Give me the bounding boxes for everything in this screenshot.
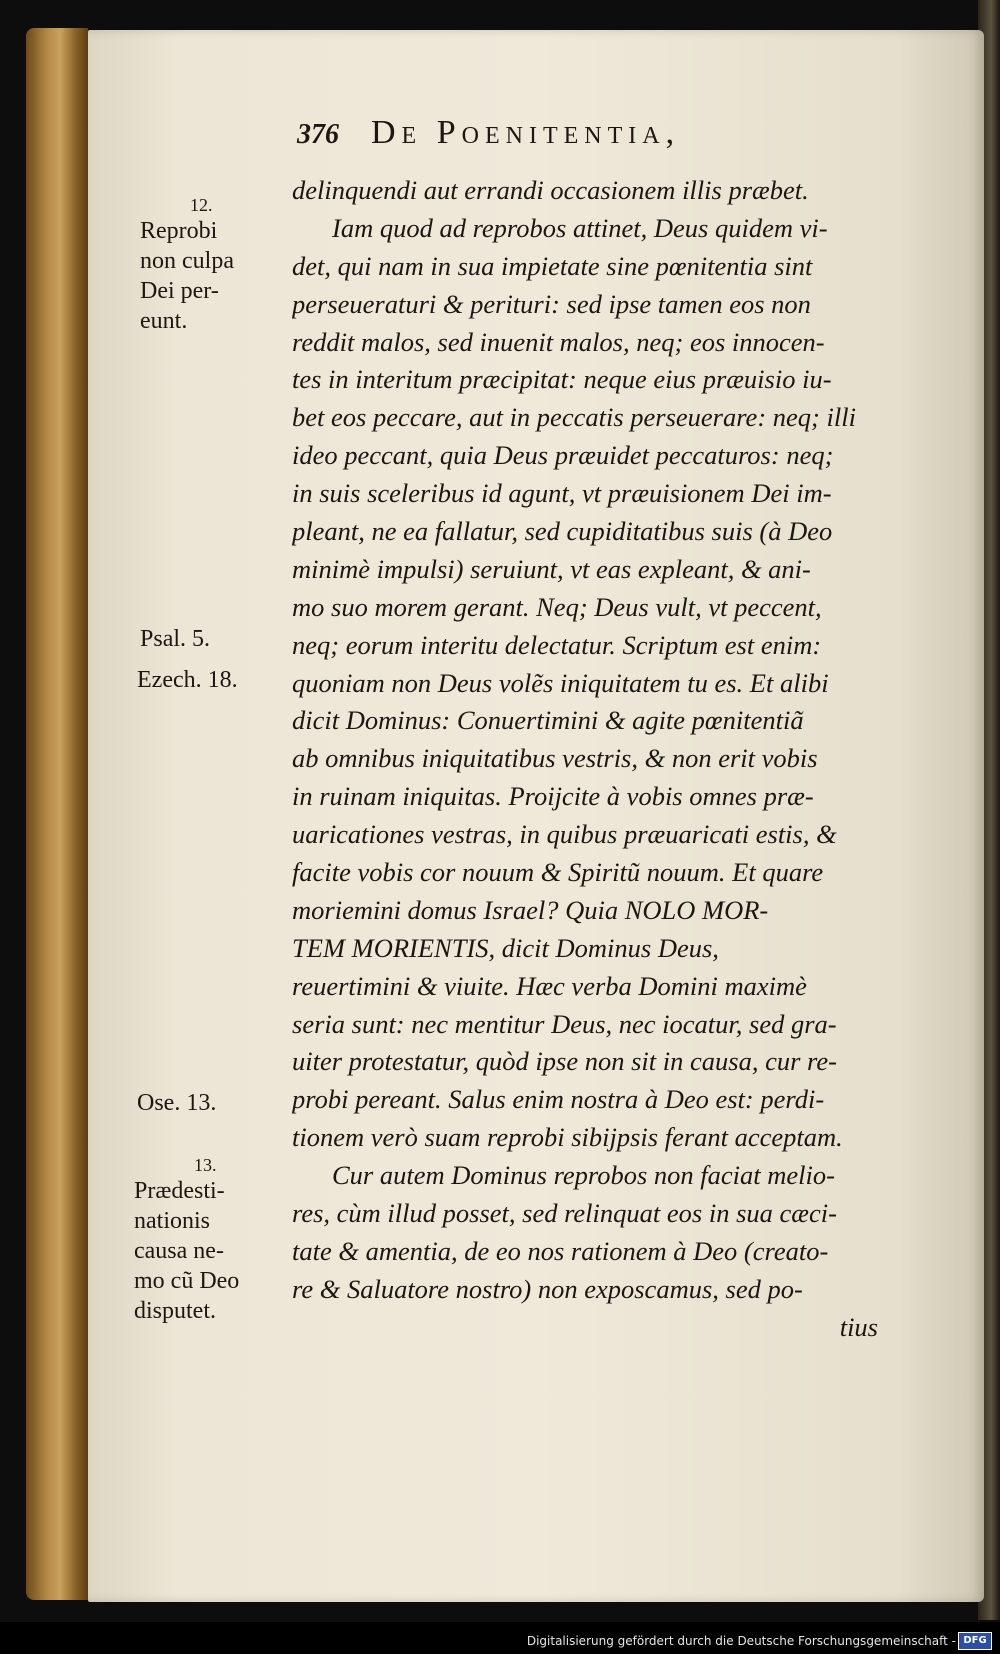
book-fore-edge	[26, 28, 88, 1600]
margin-note-line: mo cũ Deo	[134, 1268, 240, 1294]
text-line: neq; eorum interitu delectatur. Scriptum est enim:	[292, 629, 822, 660]
margin-note-line: Dei per-	[140, 278, 219, 304]
text-line: delinquendi aut errandi occasionem illis præbet.	[292, 175, 809, 205]
text-line: in suis sceleribus id agunt, vt præuisionem Dei im-	[292, 478, 832, 509]
margin-note-line: disputet.	[134, 1298, 216, 1324]
text-line: quoniam non Deus volẽs iniquitatem tu es. Et alibi	[292, 667, 829, 698]
text-line: facite vobis cor nouum & Spiritũ nouum. Et quare	[292, 857, 824, 888]
margin-note-line: Prædesti-	[134, 1178, 225, 1204]
text-line: reuertimini & viuite. Hæc verba Domini maximè	[292, 970, 807, 1001]
text-line: bet eos peccare, aut in peccatis perseuerare: neq; illi	[292, 402, 856, 433]
text-line: ideo peccant, quia Deus præuidet peccaturos: neq;	[292, 440, 834, 471]
margin-note-line: nationis	[134, 1208, 210, 1234]
margin-note-osee	[137, 1088, 216, 1118]
page-number: 376	[297, 119, 339, 150]
margin-note-line: Reprobi	[140, 218, 218, 244]
text-line: perseueraturi & perituri: sed ipse tamen eos non	[292, 288, 811, 319]
text-line: ab omnibus iniquitatibus vestris, & non erit vobis	[292, 743, 818, 774]
text-line: det, qui nam in sua impietate sine pœnitentia sint	[292, 250, 813, 281]
margin-note-ezechiel	[137, 665, 238, 695]
text-line: tes in interitum præcipitat: neque eius præuisio iu-	[292, 364, 832, 395]
text-line: mo suo morem gerant. Neq; Deus vult, vt peccent,	[292, 591, 822, 622]
text-line: uiter protestatur, quòd ipse non sit in causa, cur re-	[292, 1046, 837, 1077]
margin-note-number: 12.	[190, 195, 213, 215]
text-line: probi pereant. Salus enim nostra à Deo est: perdi-	[292, 1084, 825, 1115]
margin-note-praedestinationis	[134, 1154, 239, 1326]
text-line: res, cùm illud posset, sed relinquat eos in sua cæci-	[292, 1198, 837, 1229]
margin-note-line: Psal. 5.	[140, 626, 211, 652]
main-text-block	[292, 172, 938, 1347]
text-line: dicit Dominus: Conuertimini & agite pœnitentiã	[292, 705, 804, 736]
page-header	[297, 114, 937, 166]
dfg-logo: DFG	[958, 1632, 992, 1650]
running-title: De Poenitentia,	[371, 114, 681, 151]
text-line: uaricationes vestras, in quibus præuaricati estis, &	[292, 819, 837, 850]
text-line: tate & amentia, de eo nos rationem à Deo (creato-	[292, 1235, 829, 1266]
text-line: Cur autem Dominus reprobos non faciat melio-	[332, 1160, 835, 1191]
margin-note-line: Ezech. 18.	[137, 667, 238, 693]
text-line: tius	[839, 1311, 878, 1342]
text-line: tionem verò suam reprobi sibijpsis ferant acceptam.	[292, 1122, 843, 1153]
text-line: in ruinam iniquitas. Proijcite à vobis omnes præ-	[292, 781, 814, 812]
margin-note-line: eunt.	[140, 308, 188, 334]
digitization-credit: Digitalisierung gefördert durch die Deutsche Forschungsgemeinschaft -	[526, 1634, 956, 1648]
margin-note-psalm	[140, 624, 210, 654]
text-line: reddit malos, sed inuenit malos, neq; eos innocen-	[292, 326, 825, 357]
margin-note-line: causa ne-	[134, 1238, 224, 1264]
text-line: pleant, ne ea fallatur, sed cupiditatibus suis (à Deo	[292, 516, 833, 547]
text-line: seria sunt: nec mentitur Deus, nec iocatur, sed gra-	[292, 1008, 837, 1039]
margin-note-number: 13.	[194, 1155, 217, 1175]
text-line: minimè impulsi) seruiunt, vt eas expleant, & ani-	[292, 553, 811, 584]
margin-note-line: Ose. 13.	[137, 1090, 217, 1116]
text-line: Iam quod ad reprobos attinet, Deus quidem vi-	[332, 212, 828, 243]
text-line: moriemini domus Israel? Quia NOLO MOR-	[292, 894, 769, 925]
text-line: re & Saluatore nostro) non exposcamus, sed po-	[292, 1273, 803, 1304]
text-line: TEM MORIENTIS, dicit Dominus Deus,	[292, 932, 719, 963]
margin-note-reprobi	[140, 194, 234, 336]
margin-note-line: non culpa	[140, 248, 234, 274]
